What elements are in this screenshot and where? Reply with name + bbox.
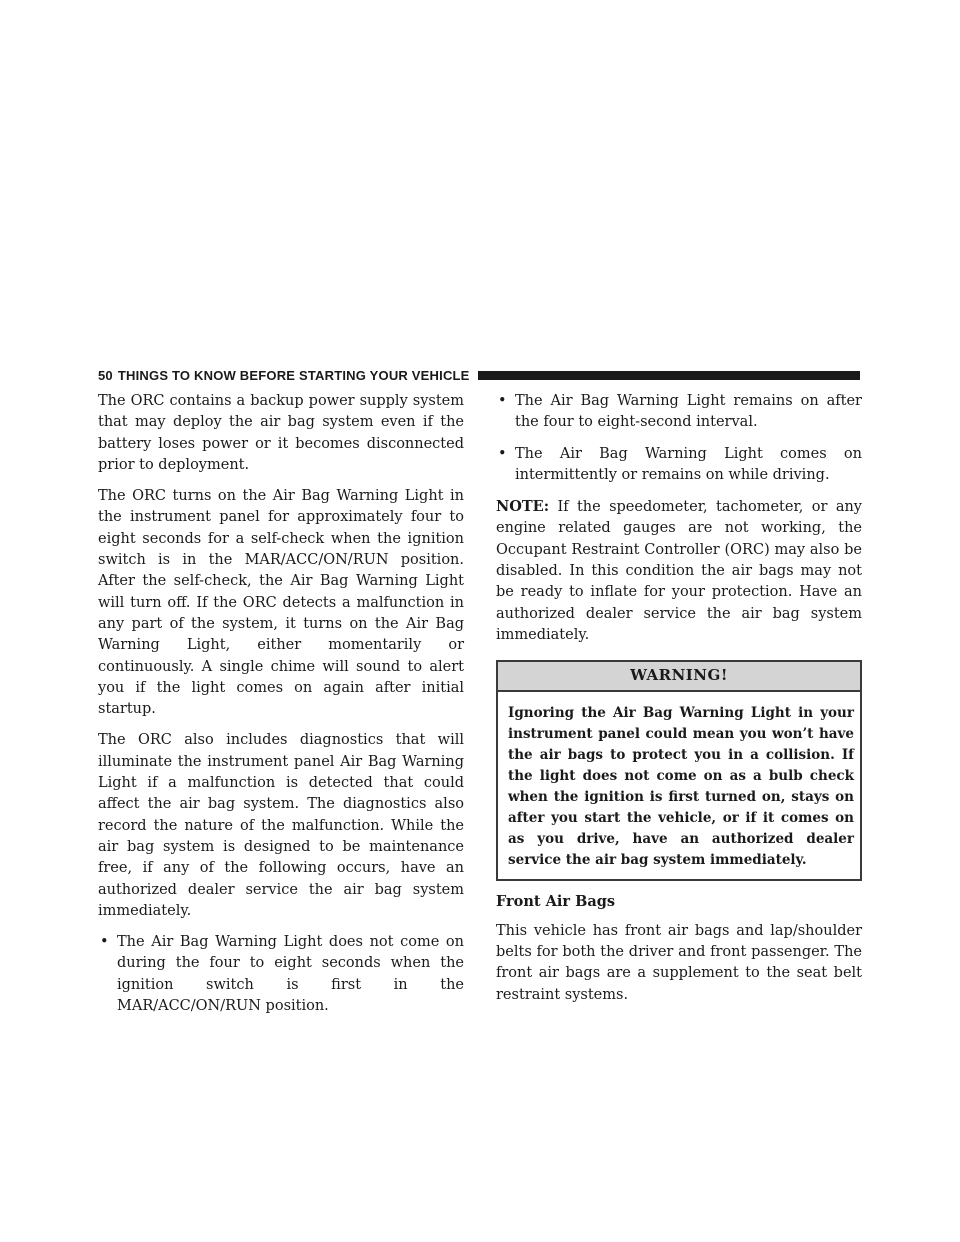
paragraph-backup-power: The ORC contains a backup power supply system that may deploy the air bag system even if the battery loses power or it becomes disconnected prior to deployment. — [98, 393, 464, 473]
warning-title: WARNING! — [498, 662, 860, 691]
paragraph-diagnostics: The ORC also includes diagnostics that will illuminate the instrument panel Air Bag Warning Light if a malfunction is detected that could affect the air bag system. The diagnostics also record the nature of the malfunction. While the air bag system is designed to be maintenance free, if any of the following occurs, have an authorized dealer service the air bag system immediately. — [98, 732, 464, 919]
right-column — [496, 391, 862, 1016]
page-header — [98, 366, 860, 384]
bullet-icon: • — [498, 445, 507, 462]
note-label: NOTE: — [496, 498, 550, 516]
page-number: 50 — [98, 367, 113, 383]
bullet-text: The Air Bag Warning Light does not come on during the four to eight seconds when the ignition switch is first in the MAR/ACC/ON/RUN position. — [117, 934, 464, 1015]
bullet-icon: • — [100, 934, 109, 951]
bullet-text: The Air Bag Warning Light comes on intermittently or remains on while driving. — [515, 445, 862, 483]
note-paragraph — [496, 496, 862, 646]
paragraph-front-air-bags: This vehicle has front air bags and lap/shoulder belts for both the driver and front passenger. The front air bags are a supplement to the seat belt restraint systems. — [496, 922, 862, 1003]
subheading-front-air-bags: Front Air Bags — [496, 892, 616, 910]
bullet-icon: • — [498, 393, 507, 409]
list-item — [496, 391, 862, 434]
note-text: If the speedometer, tachometer, or any engine related gauges are not working, the Occupant Restraint Controller (ORC) may also be disabled. In this condition the air bags may not be ready to inflate for your protection. Have an authorized dealer service the air bag system immediately. — [496, 499, 862, 643]
section-title: THINGS TO KNOW BEFORE STARTING YOUR VEHICLE — [117, 367, 470, 383]
list-item — [98, 932, 464, 1017]
header-rule — [478, 371, 860, 380]
warning-box — [496, 660, 862, 880]
bullet-text: The Air Bag Warning Light remains on after the four to eight-second interval. — [515, 393, 862, 431]
list-item — [496, 444, 862, 487]
warning-text: Ignoring the Air Bag Warning Light in your instrument panel could mean you won’t have the air bags to protect you in a collision. If the light does not come on as a bulb check when the ignition is first turned on, stays on after you start the vehicle, or if it comes on as you drive, have an authorized dealer service the air bag system immediately. — [508, 704, 854, 868]
paragraph-self-check: The ORC turns on the Air Bag Warning Light in the instrument panel for approximately four to eight seconds for a self-check when the ignition switch is in the MAR/ACC/ON/RUN position. After the self-check, the Air Bag Warning Light will turn off. If the ORC detects a malfunction in any part of the system, it turns on the Air Bag Warning Light, either momentarily or continuously. A single chime will sound to alert you if the light comes on again after initial startup. — [98, 488, 464, 718]
left-column — [98, 391, 464, 1027]
